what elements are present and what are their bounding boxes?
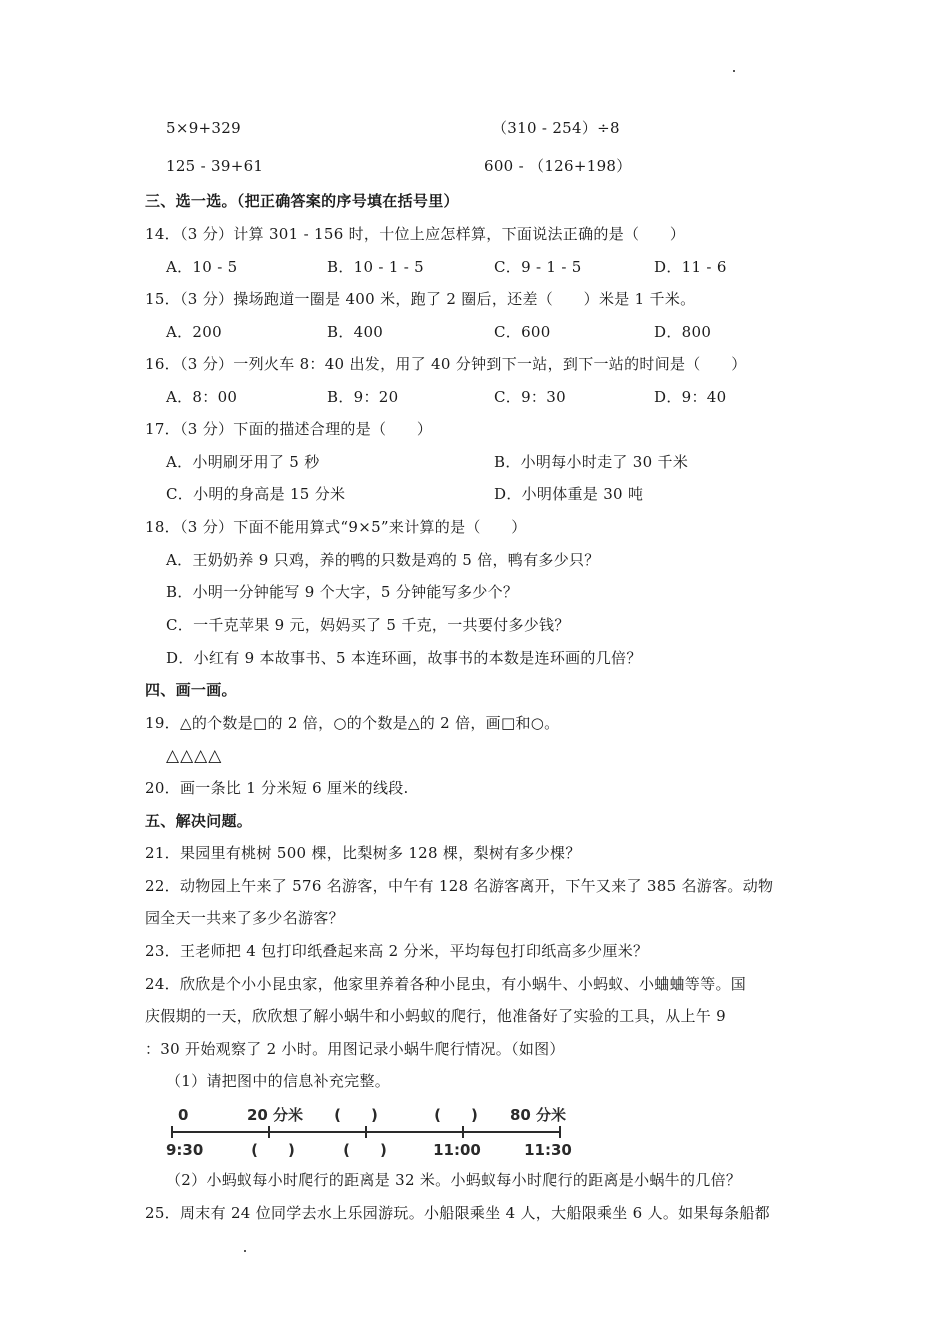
section-title: 四、画一画。 bbox=[145, 681, 237, 699]
question-22: 22．动物园上午来了 576 名游客，中午有 128 名游客离开，下午又来了 385 名游客。动物 bbox=[145, 877, 774, 895]
option-d: D．小红有 9 本故事书、5 本连环画，故事书的本数是连环画的几倍？ bbox=[166, 649, 642, 667]
question-24-cont: ：30 开始观察了 2 小时。用图记录小蜗牛爬行情况。（如图） bbox=[145, 1040, 565, 1058]
question-14: 14．（3 分）计算 301 - 156 时，十位上应怎样算，下面说法正确的是（ ） bbox=[145, 225, 686, 243]
distance-label: 0 bbox=[178, 1106, 189, 1124]
calc-expression: 600 - （126+198） bbox=[484, 157, 632, 175]
section-title: 五、解决问题。 bbox=[145, 812, 253, 830]
option-b: B．400 bbox=[327, 323, 384, 341]
time-blank: ( ) bbox=[251, 1141, 295, 1159]
option-c: C．一千克苹果 9 元，妈妈买了 5 千克，一共要付多少钱？ bbox=[166, 616, 570, 634]
option-a: A．8：00 bbox=[166, 388, 238, 406]
snail-timeline-figure bbox=[160, 1100, 580, 1164]
calc-expression: 125 - 39+61 bbox=[166, 157, 264, 175]
option-c: C．小明的身高是 15 分米 bbox=[166, 485, 346, 503]
triangle-shapes: △△△△ bbox=[166, 746, 223, 766]
option-d: D．11 - 6 bbox=[654, 258, 727, 276]
distance-label: 80 分米 bbox=[509, 1106, 567, 1124]
option-a: A．200 bbox=[166, 323, 222, 341]
time-label: 11:30 bbox=[524, 1141, 572, 1159]
question-20: 20．画一条比 1 分米短 6 厘米的线段. bbox=[145, 779, 409, 797]
option-c: C．600 bbox=[494, 323, 551, 341]
time-blank: ( ) bbox=[343, 1141, 387, 1159]
option-d: D．9：40 bbox=[654, 388, 727, 406]
question-21: 21．果园里有桃树 500 棵，比梨树多 128 棵，梨树有多少棵？ bbox=[145, 844, 581, 862]
option-d: D．小明体重是 30 吨 bbox=[494, 485, 644, 503]
calc-expression: （310 - 254）÷8 bbox=[492, 119, 620, 137]
question-15: 15．（3 分）操场跑道一圈是 400 米，跑了 2 圈后，还差（ ）米是 1 千米。 bbox=[145, 290, 696, 308]
option-a: A．10 - 5 bbox=[166, 258, 238, 276]
section-title: 三、选一选。（把正确答案的序号填在括号里） bbox=[145, 192, 459, 210]
distance-label: 20 分米 bbox=[246, 1106, 304, 1124]
question-24-cont: 庆假期的一天，欣欣想了解小蜗牛和小蚂蚁的爬行，他准备好了实验的工具，从上午 9 bbox=[145, 1007, 727, 1025]
distance-blank: ( ) bbox=[334, 1106, 378, 1124]
question-24-part-1: （1）请把图中的信息补充完整。 bbox=[166, 1072, 391, 1090]
question-23: 23．王老师把 4 包打印纸叠起来高 2 分米，平均每包打印纸高多少厘米？ bbox=[145, 942, 649, 960]
question-24: 24．欣欣是个小小昆虫家，他家里养着各种小昆虫，有小蜗牛、小蚂蚁、小蛐蛐等等。国 bbox=[145, 975, 747, 993]
question-18: 18．（3 分）下面不能用算式“9×5”来计算的是（ ） bbox=[145, 518, 527, 536]
option-b: B．9：20 bbox=[327, 388, 399, 406]
option-b: B．10 - 1 - 5 bbox=[327, 258, 425, 276]
option-b: B．小明每小时走了 30 千米 bbox=[494, 453, 689, 471]
option-c: C．9：30 bbox=[494, 388, 566, 406]
option-d: D．800 bbox=[654, 323, 712, 341]
time-label: 9:30 bbox=[166, 1141, 204, 1159]
distance-blank: ( ) bbox=[434, 1106, 478, 1124]
option-a: A．小明刷牙用了 5 秒 bbox=[166, 453, 320, 471]
question-22-cont: 园全天一共来了多少名游客？ bbox=[145, 909, 344, 927]
question-16: 16．（3 分）一列火车 8：40 出发，用了 40 分钟到下一站，到下一站的时间是（ ） bbox=[145, 355, 747, 373]
scan-speck bbox=[244, 1250, 246, 1252]
question-19: 19．△的个数是□的 2 倍，○的个数是△的 2 倍，画□和○。 bbox=[145, 714, 560, 732]
time-label: 11:00 bbox=[433, 1141, 481, 1159]
option-a: A．王奶奶养 9 只鸡，养的鸭的只数是鸡的 5 倍，鸭有多少只？ bbox=[166, 551, 600, 569]
question-25: 25．周末有 24 位同学去水上乐园游玩。小船限乘坐 4 人，大船限乘坐 6 人。如果每条船都 bbox=[145, 1204, 770, 1222]
scan-speck bbox=[733, 70, 735, 72]
option-b: B．小明一分钟能写 9 个大字，5 分钟能写多少个？ bbox=[166, 583, 519, 601]
option-c: C．9 - 1 - 5 bbox=[494, 258, 582, 276]
question-17: 17．（3 分）下面的描述合理的是（ ） bbox=[145, 420, 433, 438]
calc-expression: 5×9+329 bbox=[166, 119, 241, 137]
question-24-part-2: （2）小蚂蚁每小时爬行的距离是 32 米。小蚂蚁每小时爬行的距离是小蜗牛的几倍？ bbox=[166, 1171, 742, 1189]
